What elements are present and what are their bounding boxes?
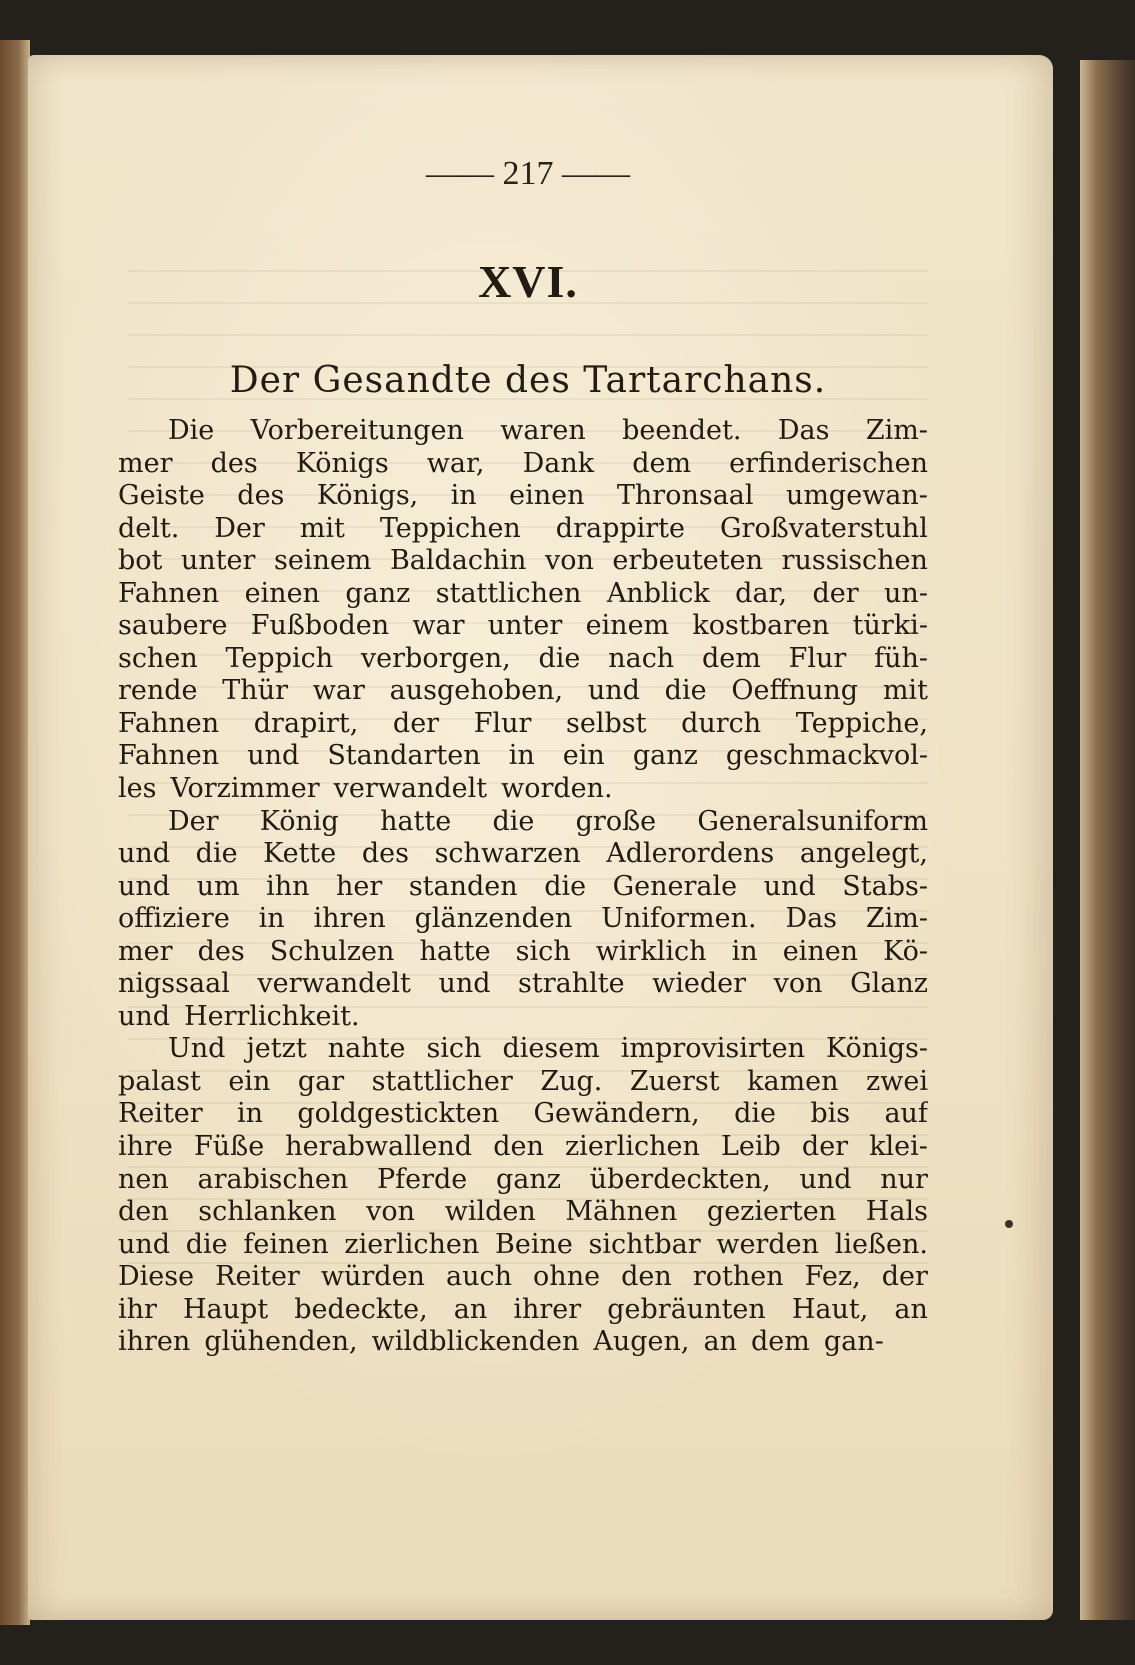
text-line: Fahnen drapirt, der Flur selbst durch Teppiche,: [118, 707, 928, 739]
paragraph: [118, 415, 928, 806]
text-line: offiziere in ihren glänzenden Uniformen. Das Zim-: [118, 903, 928, 935]
right-binding-edge: [1080, 60, 1135, 1620]
text-line: Geiste des Königs, in einen Thronsaal umgewan-: [118, 480, 928, 512]
text-line: schen Teppich verborgen, die nach dem Flur füh-: [118, 642, 928, 674]
text-line: und um ihn her standen die Generale und Stabs-: [118, 870, 928, 902]
text-line: ihren glühenden, wildblickenden Augen, an dem gan-: [118, 1326, 884, 1358]
text-line: und Herrlichkeit.: [118, 1000, 360, 1032]
text-line: mer des Königs war, Dank dem erfinderischen: [118, 447, 928, 479]
text-line: nigssaal verwandelt und strahlte wieder von Glanz: [118, 968, 928, 1000]
text-line: und die feinen zierlichen Beine sichtbar werden ließen.: [118, 1228, 928, 1260]
body-text: [118, 415, 928, 1359]
text-line: bot unter seinem Baldachin von erbeuteten russischen: [118, 545, 928, 577]
text-line: ihr Haupt bedeckte, an ihrer gebräunten Haut, an: [118, 1293, 928, 1325]
paragraph: [118, 1033, 928, 1358]
page-number-header: —— 217 ——: [426, 155, 630, 192]
text-line: Fahnen einen ganz stattlichen Anblick dar, der un-: [118, 577, 928, 609]
left-binding-edge: [0, 40, 30, 1625]
text-line: saubere Fußboden war unter einem kostbaren türki-: [118, 610, 928, 642]
text-line: nen arabischen Pferde ganz überdeckten, und nur: [118, 1163, 928, 1195]
text-line: Der König hatte die große Generalsuniform: [168, 805, 928, 837]
text-line: mer des Schulzen hatte sich wirklich in einen Kö-: [118, 935, 928, 967]
text-line: und die Kette des schwarzen Adlerordens angelegt,: [118, 838, 928, 870]
text-line: Diese Reiter würden auch ohne den rothen Fez, der: [118, 1261, 928, 1293]
chapter-title: Der Gesandte des Tartarchans.: [229, 360, 827, 401]
chapter-number: XVI.: [478, 256, 578, 307]
text-line: Die Vorbereitungen waren beendet. Das Zim-: [168, 415, 928, 446]
text-line: rende Thür war ausgehoben, und die Oeffnung mit: [118, 675, 928, 707]
text-line: ihre Füße herabwallend den zierlichen Leib der klei-: [118, 1131, 928, 1163]
text-line: den schlanken von wilden Mähnen gezierten Hals: [118, 1196, 928, 1228]
text-line: Und jetzt nahte sich diesem improvisirten Königs-: [168, 1033, 928, 1065]
text-line: palast ein gar stattlicher Zug. Zuerst kamen zwei: [118, 1065, 928, 1097]
text-line: delt. Der mit Teppichen drappirte Großvaterstuhl: [118, 512, 928, 544]
paragraph: [118, 806, 928, 1034]
text-line: Fahnen und Standarten in ein ganz geschmackvol-: [118, 740, 928, 772]
text-line: les Vorzimmer verwandelt worden.: [118, 773, 613, 805]
book-page: [28, 55, 1053, 1620]
text-line: Reiter in goldgestickten Gewändern, die bis auf: [118, 1098, 928, 1130]
margin-mark: [1005, 1220, 1013, 1228]
